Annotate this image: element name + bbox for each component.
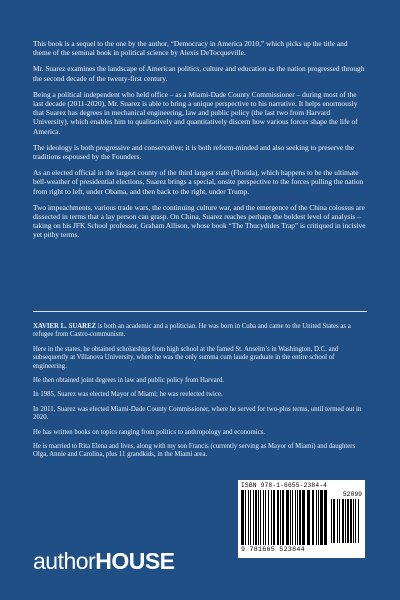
barcode-bar bbox=[347, 499, 349, 543]
isbn-barcode bbox=[238, 480, 365, 558]
barcode-bar bbox=[350, 499, 352, 543]
bio-paragraph: Here in the states, he obtained scholarships from high school at the famed St. Anselm’s in Washington, D.C. and subsequently at Villanova University, where he was the only summa cum laude graduate in the entire school of engineering. bbox=[33, 345, 339, 370]
barcode-bar bbox=[307, 490, 310, 545]
book-description bbox=[33, 39, 367, 247]
barcode-bar bbox=[320, 490, 323, 545]
barcode-bar bbox=[333, 499, 335, 543]
barcode-bar bbox=[342, 499, 344, 543]
blurb-paragraph: Mr. Suarez examines the landscape of American politics, culture and education as the nation progressed through the second decade of the twenty-first century. bbox=[33, 64, 365, 83]
barcode-bar bbox=[324, 490, 327, 545]
barcode-bar bbox=[271, 490, 272, 545]
barcode-bar bbox=[248, 490, 249, 545]
blurb-paragraph: Two impeachments, various trade wars, the continuing culture war, and the emergence of the China colossus are dissected in terms that a lay person can grasp. On China, Suarez reaches perhaps the boldest level of analysis – taking on his JFK School professor, Graham Allison, whose book “The Thucydides Trap” is critiqued in incisive yet pithy terms. bbox=[33, 202, 366, 240]
barcode-bar bbox=[250, 490, 251, 545]
barcode-bar bbox=[302, 490, 305, 545]
author-bio bbox=[33, 323, 367, 466]
barcode-bar bbox=[337, 499, 338, 543]
barcode-bar bbox=[265, 490, 266, 545]
barcode-bar bbox=[318, 490, 319, 545]
barcode-bar bbox=[295, 490, 296, 545]
barcode-bar bbox=[358, 499, 359, 543]
ean-digits: 9 781665 523844 bbox=[241, 546, 305, 553]
bio-intro-text: is both an academic and a politician. He was born in Cuba and came to the United States as a refugee from Castro-communism. bbox=[33, 323, 351, 339]
barcode-bar bbox=[345, 499, 346, 543]
barcode-bar bbox=[297, 490, 298, 545]
barcode-bar bbox=[245, 490, 246, 545]
blurb-paragraph: Being a political independent who held office – as a Miami-Dade County Commissioner – during most of the last decade (2011-2020), Mr. Suarez is able to bring a unique perspective to his narrative. It helps enormously that Suarez has degrees in mechanical engineering, law and public policy (the last two from Harvard University), which enables him to qualitatively and quantitatively discern how various forces shape the life of America. bbox=[33, 89, 358, 136]
blurb-paragraph: As an elected official in the largest county of the third largest state (Florida), which happens to be the ultimate bell-weather of presidential elections, Suarez brings a special, onsite perspective to the forces pulling the nation from right to left, under Obama, and then back to the right, under Trump. bbox=[33, 168, 364, 196]
bio-paragraph: In 2011, Suarez was elected Miami-Dade County Commissioner, where he served for two-plus terms, until termed out in 2020. bbox=[33, 405, 362, 422]
blurb-paragraph: The ideology is both progressive and conservative; it is both reform-minded and also seeking to preserve the traditions espoused by the Founders. bbox=[33, 142, 354, 162]
bio-intro-paragraph bbox=[33, 323, 367, 340]
barcode-bar bbox=[353, 499, 354, 543]
barcode-bar bbox=[286, 490, 289, 545]
barcode-bar bbox=[253, 490, 254, 545]
logo-part-author: author bbox=[33, 548, 96, 574]
barcode-bar bbox=[355, 499, 356, 543]
bio-paragraph: He has written books on topics ranging from politics to anthropology and economics. bbox=[33, 428, 265, 436]
barcode-bar bbox=[312, 490, 314, 545]
barcode-bar bbox=[263, 490, 264, 545]
barcode-bar bbox=[260, 490, 261, 545]
barcode-bar bbox=[290, 490, 291, 545]
logo-part-house: HOUSE bbox=[95, 548, 175, 574]
barcode-bar bbox=[277, 490, 279, 545]
barcode-bar bbox=[241, 490, 244, 545]
barcode-bar bbox=[292, 490, 293, 545]
bio-paragraph: In 1985, Suarez was elected Mayor of Miami; he was reelected twice. bbox=[33, 391, 223, 399]
barcode-bar bbox=[331, 499, 332, 543]
publisher-logo bbox=[33, 548, 175, 575]
barcode-bar bbox=[282, 490, 284, 545]
isbn-label: ISBN 978-1-6655-2384-4 bbox=[241, 482, 328, 489]
price-bars bbox=[331, 499, 361, 543]
barcode-bar bbox=[255, 490, 257, 545]
barcode-bar bbox=[273, 490, 275, 545]
price-code: 52099 bbox=[342, 491, 362, 498]
barcode-bar bbox=[280, 490, 281, 545]
blurb-paragraph: This book is a sequel to the one by the author, “Democracy in America 2010,” which picks up the title and theme of the seminal book in political science by Alexis DeTocqueville. bbox=[33, 39, 348, 58]
ean-bars bbox=[241, 490, 327, 545]
author-name: XAVIER L. SUAREZ bbox=[33, 323, 97, 330]
bio-paragraph: He then obtained joint degrees in law and public policy from Harvard. bbox=[33, 377, 225, 385]
bio-paragraph: He is married to Rita Elena and lives, along with my son Francis (currently serving as Mayor of Miami) and daughters Olga, Annie and Carolina, plus 11 grandkids, in the Miami area. bbox=[33, 443, 356, 459]
section-divider bbox=[33, 311, 367, 312]
barcode-bar bbox=[268, 490, 269, 545]
barcode-bar bbox=[299, 490, 301, 545]
barcode-bar bbox=[258, 490, 259, 545]
barcode-bar bbox=[316, 490, 317, 545]
barcode-bar bbox=[339, 499, 340, 543]
